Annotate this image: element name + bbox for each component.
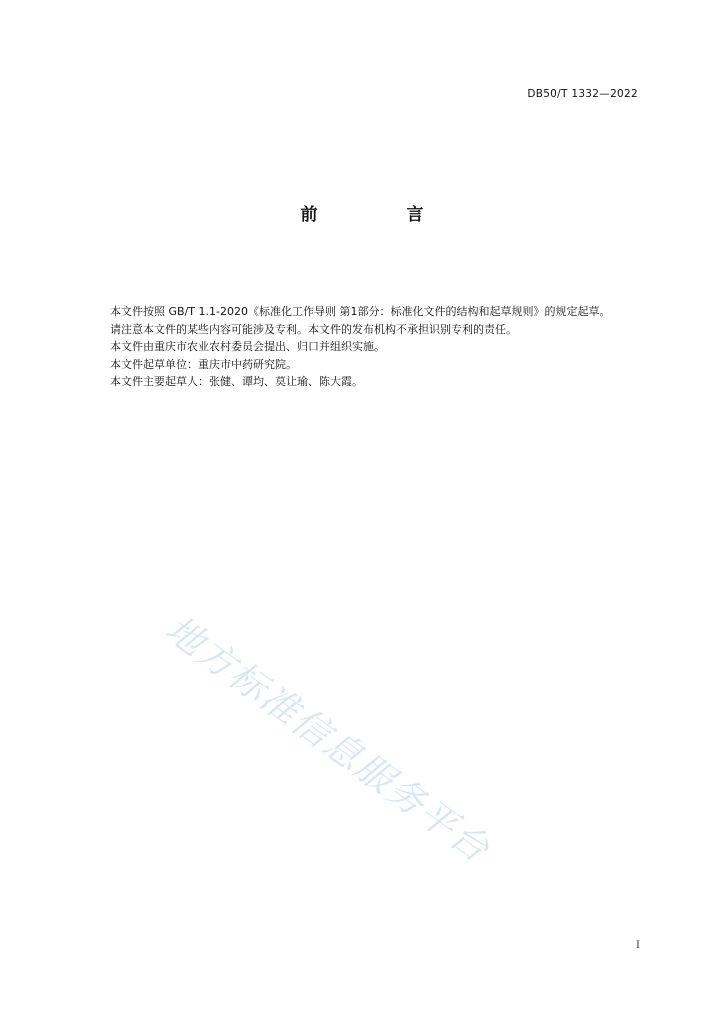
page-title: 前 言 bbox=[300, 205, 460, 225]
paragraph-drafters: 本文件主要起草人：张健、谭均、莫让瑜、陈大霞。 bbox=[110, 375, 363, 388]
paragraph-proposer: 本文件由重庆市农业农村委员会提出、归口并组织实施。 bbox=[110, 340, 385, 353]
paragraph-patent-notice: 请注意本文件的某些内容可能涉及专利。本文件的发布机构不承担识别专利的责任。 bbox=[110, 322, 517, 336]
paragraph-drafting-rules: 本文件按照 GB/T 1.1-2020《标准化工作导则 第1部分：标准化文件的结构和起草规则》的规定起草。 bbox=[110, 305, 611, 318]
page-number: I bbox=[636, 940, 640, 951]
foreword-content bbox=[88, 303, 660, 391]
watermark-text: 地方标准信息服务平台 bbox=[157, 607, 499, 872]
document-code: DB50/T 1332—2022 bbox=[527, 88, 638, 100]
paragraph-drafting-unit: 本文件起草单位：重庆市中药研究院。 bbox=[110, 357, 297, 371]
